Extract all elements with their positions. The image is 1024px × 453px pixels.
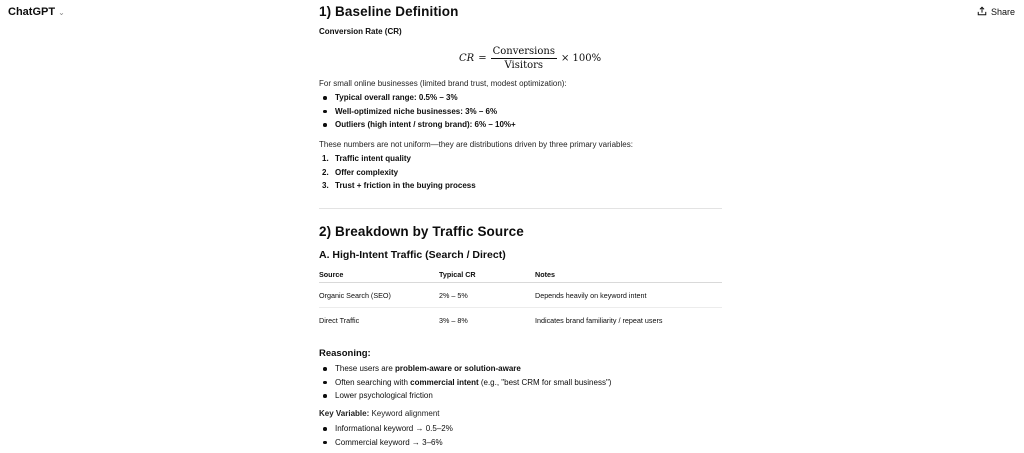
equals-sign: = <box>478 53 487 64</box>
share-button[interactable] <box>977 6 1015 18</box>
section-heading: 2) Breakdown by Traffic Source <box>319 224 524 239</box>
list-item: 3. Trust + friction in the buying process <box>322 181 476 190</box>
variables-paragraph: These numbers are not uniform—they are distributions driven by three primary variables: <box>319 140 633 149</box>
key-variable-value: Keyword alignment <box>369 409 440 418</box>
keyword-list <box>319 422 722 449</box>
table-row <box>319 308 722 333</box>
table-cell: Direct Traffic <box>319 315 360 325</box>
formula-lhs: CR <box>459 53 475 64</box>
share-label: Share <box>990 7 1015 17</box>
column-header: Source <box>319 266 439 283</box>
section-heading: 1) Baseline Definition <box>319 4 459 19</box>
conversion-rate-formula <box>459 46 601 71</box>
table-row <box>319 283 722 308</box>
table-header-row <box>319 266 722 283</box>
list-item: Well-optimized niche businesses: 3% – 6% <box>319 105 722 119</box>
share-icon <box>977 6 987 18</box>
metric-label: Conversion Rate (CR) <box>319 27 402 36</box>
model-selector[interactable] <box>8 6 65 18</box>
key-variable-line <box>319 408 440 419</box>
list-item: Outliers (high intent / strong brand): 6% – 10%+ <box>319 118 722 132</box>
key-variable-label: Key Variable: <box>319 409 370 418</box>
app-title: ChatGPT <box>8 6 56 18</box>
variables-list <box>319 152 722 193</box>
reasoning-heading: Reasoning: <box>319 348 371 359</box>
list-item: Lower psychological friction <box>319 389 722 403</box>
reasoning-list <box>319 362 722 403</box>
subsection-heading: A. High-Intent Traffic (Search / Direct) <box>319 249 506 261</box>
traffic-source-table <box>319 266 722 333</box>
traffic-source-table-wrapper <box>319 266 722 333</box>
list-item: Often searching with commercial intent (e.g., "best CRM for small business") <box>319 376 722 390</box>
formula-fraction <box>491 46 557 71</box>
list-item: 1. Traffic intent quality <box>322 154 412 163</box>
list-item: 2. Offer complexity <box>322 167 399 177</box>
formula-denominator: Visitors <box>504 60 544 71</box>
table-cell: 2% – 5% <box>439 283 535 308</box>
table-cell: Indicates brand familiarity / repeat users <box>535 315 663 325</box>
formula-numerator: Conversions <box>492 46 555 57</box>
section-divider <box>319 208 722 209</box>
list-item: Informational keyword → 0.5–2% <box>319 422 722 436</box>
range-list <box>319 91 722 132</box>
table-cell: Depends heavily on keyword intent <box>535 283 722 308</box>
table-cell: Organic Search (SEO) <box>319 283 439 308</box>
column-header: Notes <box>535 266 722 283</box>
list-item: Commercial keyword → 3–6% <box>319 436 722 450</box>
chevron-down-icon: ⌄ <box>58 7 65 17</box>
column-header: Typical CR <box>439 266 535 283</box>
formula-multiplier: × 100% <box>560 53 602 64</box>
list-item: Typical overall range: 0.5% – 3% <box>319 91 722 105</box>
list-item: These users are problem-aware or solution-aware <box>319 362 722 376</box>
intro-paragraph: For small online businesses (limited brand trust, modest optimization): <box>319 79 567 88</box>
table-cell: 3% – 8% <box>439 315 468 325</box>
